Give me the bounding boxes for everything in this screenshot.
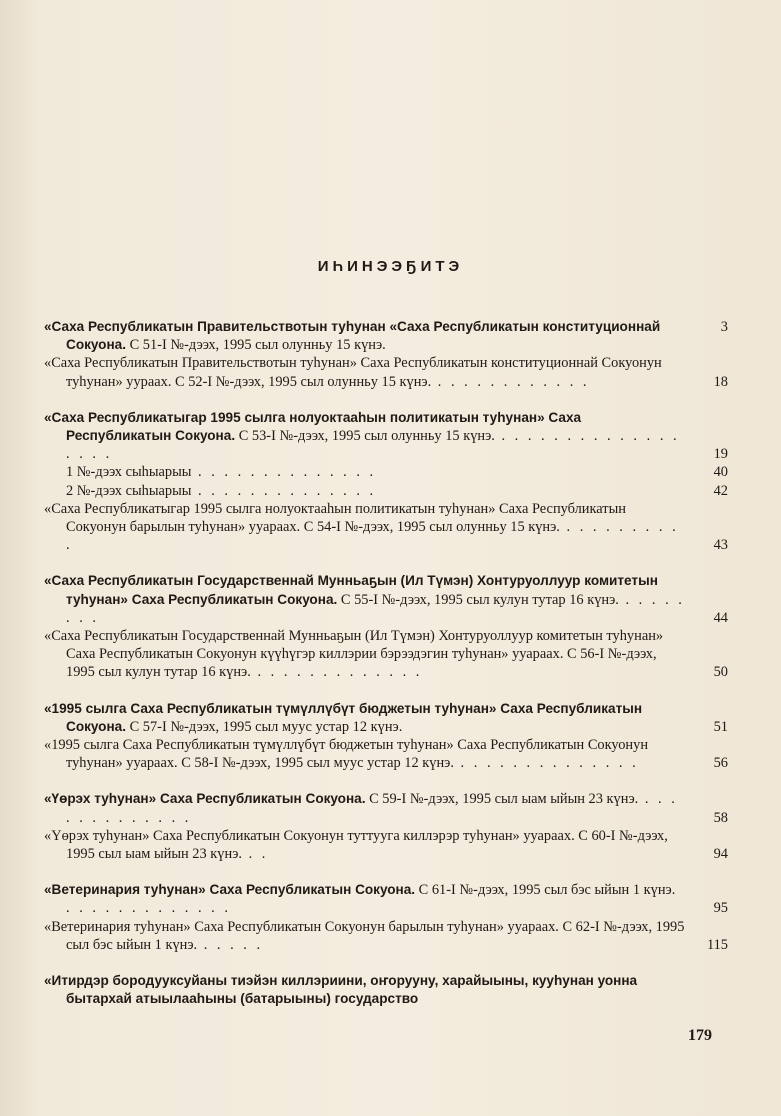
- entry-title: «Саха Республикатын Государственнай Мунньаҕын (Ил Түмэн) Хонтуруоллуур комитетын туһунан» Саха Республикатын Сокуона.: [44, 573, 658, 607]
- entry-page-number: 40: [713, 464, 728, 481]
- toc-entry: «Ветеринария туһунан» Саха Республикатын Сокуона. С 61-I №-дээх, 1995 сыл бэс ыйын 1 күнэ. . . . . . . . . . . . . . 95: [44, 882, 728, 917]
- toc-section-5: [44, 790, 728, 863]
- entry-page-number: 95: [713, 900, 728, 917]
- toc-section-3: [44, 572, 728, 681]
- toc-entry: «1995 сылга Саха Республикатын түмүллүбүт бюджетын туһунан» Саха Республикатын Сокуонун туһунан» ууараах. С 58-I №-дээх, 1995 сыл муус устар 12 күнэ. . . . . . . . . . . . . . . 56: [44, 737, 728, 772]
- toc-entry: «Саха Республикатын Государственнай Мунньаҕын (Ил Түмэн) Хонтуруоллуур комитетын туһунан» Саха Республикатын Сокуонун күүһүгэр киллэрии бэрээдэгин туһунан» ууараах. С 56-I №-дээх, 1995 сыл кулун тутар 16 күнэ. . . . . . . . . . . . . . 50: [44, 628, 728, 681]
- entry-detail: «Саха Республикатыгар 1995 сылга нолуоктааһын политикатын туһунан» Саха Республикатын Сокуонун барылын туһунан» ууараах. С 54-I №-дээх, 1995 сыл олунньу 15 күнэ.: [44, 500, 626, 536]
- entry-detail: «Үөрэх туһунан» Саха Республикатын Сокуонун туттууга киллэрэр туһунан» ууараах. С 60-I №-дээх, 1995 сыл ыам ыйын 23 күнэ.: [44, 827, 668, 863]
- entry-page-number: 42: [713, 482, 728, 499]
- toc-section-7: [44, 972, 728, 1008]
- toc-entry: «Саха Республикатыгар 1995 сылга нолуоктааһын политикатын туһунан» Саха Республикатын Сокуона. С 53-I №-дээх, 1995 сыл олунньу 15 күнэ. . . . . . . . . . . . . . . . . . . 19: [44, 409, 728, 463]
- toc-entry: «Ветеринария туһунан» Саха Республикатын Сокуонун барылын туһунан» ууараах. С 62-I №-дээх, 1995 сыл бэс ыйын 1 күнэ. . . . . . 115: [44, 918, 728, 953]
- entry-page-number: 56: [713, 755, 728, 772]
- page-title: ИҺИНЭЭҔИТЭ: [317, 258, 464, 275]
- entry-title: «Саха Республикатыгар 1995 сылга нолуоктааһын политикатын туһунан» Саха Республикатын Сокуона.: [44, 409, 582, 444]
- entry-page-number: 19: [713, 446, 728, 463]
- entry-detail: 2 №-дээх сыһыарыы: [66, 482, 192, 499]
- entry-page-number: 50: [713, 664, 728, 681]
- entry-page-number: 44: [713, 609, 728, 626]
- entry-detail: «Ветеринария туһунан» Саха Республикатын Сокуонун барылын туһунан» ууараах. С 62-I №-дээх, 1995 сыл бэс ыйын 1 күнэ.: [44, 918, 685, 953]
- entry-detail: С 57-I №-дээх, 1995 сыл муус устар 12 күнэ.: [126, 718, 403, 735]
- toc-entry: «Үөрэх туһунан» Саха Республикатын Сокуонун туттууга киллэрэр туһунан» ууараах. С 60-I №-дээх, 1995 сыл ыам ыйын 23 күнэ. . . 94: [44, 827, 728, 863]
- toc-entry: [44, 700, 728, 736]
- entry-title: «Саха Республикатын Правительствотын туһунан «Саха Республикатын конституционнай Сокуона.: [44, 319, 661, 353]
- entry-page-number: 58: [713, 809, 728, 826]
- toc-section-4: [44, 700, 728, 773]
- entry-detail: С 61-I №-дээх, 1995 сыл бэс ыйын 1 күнэ.: [415, 882, 676, 899]
- entry-detail: «1995 сылга Саха Республикатын түмүллүбүт бюджетын туһунан» Саха Республикатын Сокуонун туһунан» ууараах. С 58-I №-дээх, 1995 сыл муус устар 12 күнэ.: [44, 737, 649, 772]
- toc-section-1: [44, 318, 728, 391]
- entry-detail: С 53-I №-дээх, 1995 сыл олунньу 15 күнэ.: [235, 428, 495, 445]
- toc-entry: «Саха Республикатын Государственнай Мунньаҕын (Ил Түмэн) Хонтуруоллуур комитетын туһунан» Саха Республикатын Сокуона. С 55-I №-дээх, 1995 сыл кулун тутар 16 күнэ. . . . . . . . . 44: [44, 573, 728, 626]
- toc-subentry: 1 №-дээх сыһыарыы . . . . . . . . . . . . . . 40: [66, 464, 728, 481]
- toc-entry: [44, 972, 728, 1008]
- toc-entry: [44, 318, 728, 354]
- toc-entry: «Саха Республикатын Правительствотын туһунан» Саха Республикатын конституционнай Сокуонун туһунан» уураах. С 52-I №-дээх, 1995 сыл олунньу 15 күнэ. . . . . . . . . . . . . 18: [44, 355, 728, 390]
- entry-detail: С 55-I №-дээх, 1995 сыл кулун тутар 16 күнэ.: [337, 591, 619, 608]
- entry-page-number: 43: [713, 537, 728, 554]
- entry-page-number: 115: [706, 936, 728, 953]
- toc-entry: «Саха Республикатыгар 1995 сылга нолуоктааһын политикатын туһунан» Саха Республикатын Сокуонун барылын туһунан» ууараах. С 54-I №-дээх, 1995 сыл олунньу 15 күнэ. . . . . . . . . . . 43: [44, 500, 728, 554]
- page-number: 179: [688, 1027, 712, 1044]
- entry-page-number: 18: [713, 373, 728, 390]
- toc-section-2: [44, 409, 728, 555]
- entry-detail: «Саха Республикатын Государственнай Мунньаҕын (Ил Түмэн) Хонтуруоллуур комитетын туһунан» Саха Республикатын Сокуонун күүһүгэр киллэрии бэрээдэгин туһунан» ууараах. С 56-I №-дээх, 1995 сыл кулун тутар 16 күнэ.: [44, 628, 664, 681]
- toc-entry: «Үөрэх туһунан» Саха Республикатын Сокуона. С 59-I №-дээх, 1995 сыл ыам ыйын 23 күнэ. . . . . . . . . . . . . . 58: [44, 791, 728, 826]
- toc-subentry: 2 №-дээх сыһыарыы . . . . . . . . . . . . . . 42: [66, 482, 728, 499]
- entry-title: «Итирдэр бородууксуйаны тиэйэн киллэриини, оҥорууну, харайыыны, кууһунан уонна бытархай атыылааһыны (батарыыны) государство: [44, 973, 638, 1007]
- toc-section-6: [44, 881, 728, 954]
- entry-page-number: 3: [720, 319, 728, 335]
- entry-title: «1995 сылга Саха Республикатын түмүллүбүт бюджетын туһунан» Саха Республикатын Сокуона.: [44, 700, 643, 734]
- entry-detail: «Саха Республикатын Правительствотын туһунан» Саха Республикатын конституционнай Сокуонун туһунан» уураах. С 52-I №-дээх, 1995 сыл олунньу 15 күнэ.: [44, 355, 662, 390]
- entry-detail: 1 №-дээх сыһыарыы: [66, 464, 192, 481]
- entry-page-number: 94: [713, 846, 728, 863]
- table-of-contents: [44, 318, 728, 1027]
- entry-detail: С 51-I №-дээх, 1995 сыл олунньу 15 күнэ.: [126, 337, 386, 354]
- entry-page-number: 51: [713, 718, 728, 735]
- entry-title: «Үөрэх туһунан» Саха Республикатын Сокуона.: [44, 791, 366, 807]
- entry-title: «Ветеринария туһунан» Саха Республикатын Сокуона.: [44, 882, 416, 898]
- entry-detail: С 59-I №-дээх, 1995 сыл ыам ыйын 23 күнэ.: [365, 791, 639, 808]
